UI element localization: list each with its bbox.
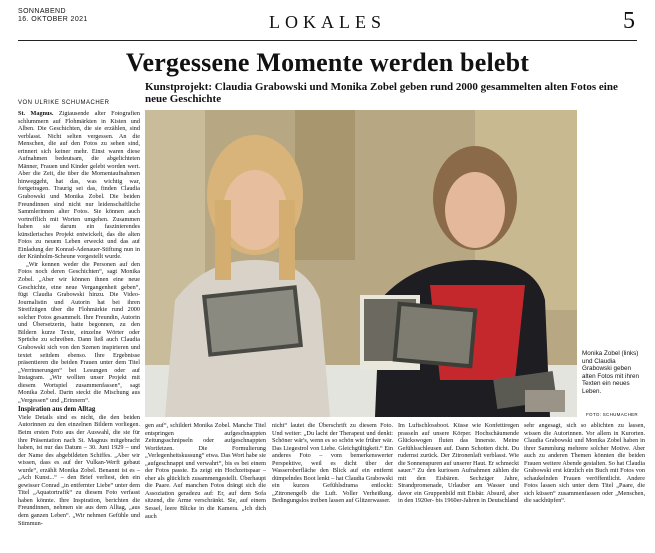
article-column-1 — [18, 110, 140, 527]
article-column-5: sehr angesagt, sich so ablichten zu lassen, wissen die Autorinnen. Vor allem in Kurorten. Claudia Grabowski und Monika Zobel haben in ihrer Sammlung mehrere solcher Motive. Aber auch zu anderen Themen könnten die beiden Frauen weitere Abende gestalten. So hat Claudia Grabowski erst kürzlich ein Buch mit Fotos von schaukelnden Frauen veröffentlicht. Andere Fotos lassen sich unter dem Titel „Paare, die sich küssen“ zusammenfassen oder „Menschen, die sackhüpfen“. — [524, 422, 645, 505]
paragraph-2: „Wir kennen weder die Personen auf den Fotos noch deren Geschichten“, sagt Monika Zobel. „Aber wir können ihnen eine neue Geschichte, eine neue Vergangenheit geben“, fügt Claudia Grabowski hinzu. Die Video-Journalistin und Autorin hat bei ihren Streifzügen über die Flohmärkte rund 2000 solcher Fotos gesammelt. Ihre Freundin, Autorin und Übersetzerin, hatte begonnen, zu den Bildern kurze Texte, einzelne Wörter oder Sprüche zu schreiben. Dann ließ auch Claudia Grabowski sich von den Szenen inspirieren und textet seitdem ebenso. Ihre Ergebnisse präsentieren die beiden Frauen unter dem Titel „Verrinnerungen“ bei Lesungen oder auf Instagram. „Wir wollten unser Projekt mit diesem Wortspiel zusammenfassen“, sagt Monika Zobel. Darin steckt die Mischung aus „Vergessen“ und „Erinnern“. — [18, 260, 140, 404]
article-column-3: nicht“ lautet die Überschrift zu diesem Foto. Und weiter: „Du lacht der Therapeut und denkt: Schöner wär's, wenn es so schön wie früher wär. Das Liegestrol von Liebe. Gleichgültigkeit.“ Ein anderes Foto – vom bemerkenswerter Perspektive, weil es dicht über der Wasseroberfläche den Blick auf ein entfernt dümpelndes Boot lenkt – hat Claudia Grabowski ein kurzes Gefühlsdrama entlockt: „Zitronengelb die Luft. Voller Verheißung. Bedingungslos treiben lassen auf Glitzerwasser. — [272, 422, 393, 505]
photo-illustration — [145, 110, 577, 417]
photo-credit: FOTO: SCHUMACHER — [586, 412, 638, 417]
byline: VON ULRIKE SCHUMACHER — [18, 100, 110, 106]
date: 16. OKTOBER 2021 — [18, 16, 88, 23]
page-number: 5 — [623, 8, 635, 34]
intertitle: Inspiration aus dem Alltag — [18, 406, 96, 414]
weekday: SONNABEND — [18, 8, 66, 15]
paragraph-1: Zigtausende alter Fotografien schlummern auf Flohmärkten in Kisten und Alben. Die Geschichten, die sie erzählen, sind verblasst. Nicht selten vergessen. An die Menschen, die auf den Fotos zu sehen sind, erinnert sich keiner mehr. Einst waren diese Aufnahmen bedeutsam, die abgelichteten Männer, Frauen und Kinder gelebt worden wert. Aber die Zeit, die über die Momentaufnahmen hinweggeht, hat das, was wichtig war, fortgetragen. Traurig sei das, finden Claudia Grabowski und Monika Zobel. Die beiden Freundinnen sind nicht nur leidenschaftliche Sammlerinnen alter Fotos. Sie können auch vortrefflich mit Worten umgehen. Zusammen haben sie darum ein faszinierendes künstlerisches Projekt entwickelt, das die alten Fotos zu neuem Leben erweckt und das auf Einladung der Konrad-Adenauer-Stiftung nun in der Kränholm-Scheune vorgestellt wurde. — [18, 110, 140, 261]
photo-caption: Monika Zobel (links) und Claudia Grabowski geben alten Fotos mit ihren Texten ein neues Leben. — [582, 350, 640, 395]
header-rule — [18, 40, 637, 41]
article-column-4: Im Luftschlossboot. Küsse wie Konfettiregen prasseln auf unsere Körper. Hochschäumende Glückswogen fluten das Innerste. Meine Gefühlsschleusen auf. Dann Schotten dicht. Du rudernst zurück. Der Zitronenlaft verblasst. Wie die Sonnenspuren auf unserer Haut. Er schmeckt sauer.“ Zu den kuriosen Aufnahmen zählen die mit den Eisbären. Sechziger Jahre, Strandpromenade, Urlauber am Wasser und davor ein Gruppenbild mit Eisbär. Absurd, aber in den 1920er- bis 1960er-Jahren in Deutschland — [398, 422, 519, 505]
headline: Vergessene Momente werden belebt — [125, 48, 530, 77]
section-title: LOKALES — [269, 12, 386, 32]
article-column-2: gen auf“, schildert Monika Zobel. Manche Titel entspringen aufgeschnappten Zeitungsschnipseln oder aufgeschnappten Wortfetzen. Die Formulierung „Verlegenheitskussung“ etwa. Das Wort habe sie „aufgeschnappt und verwahrt“, bis es bei einem der Fotos passte. Es zeigt ein Hochzeitspaar – eher als glücklich zusammengestellt. Überhaupt die Paare. Auf manchen Fotos drängt sich die Assoziation geradezu auf: Er, auf dem Sofa sitzend, die Arme verschränkt. Sie, auf einem Sessel, leere Blicke in die Kamera. „Ich dich auch — [145, 422, 266, 520]
dateline: St. Magnus. — [18, 110, 54, 117]
paragraph-3: Viele Details sind es nicht, die den beiden Autorinnen zu den einzelnen Bildern vorliegen. Beim ersten Foto aus der Auswahl, die sie für ihre Präsentation nach St. Magnus mitgebracht haben, ist nur das Datum – 30. Juni 1929 – und der Name des abgebildeten Schiffes. „Aber wir wissen, dass es auf der Vulkan-Werft gebaut wurde“, erzählt Monika Zobel. Benannt ist es – „Ach Kunst...“ – den Brief verliest, den ein gewisser Conrad „in entfernter Liebe“ unter dem Titel „Aquatortrafik“ zu diesem Foto verfasst haben könnte. Ihre Inspiration, berichten die Freundinnen, nehmen sie aus dem Alltag, „aus dem ganzen Leben“. „Wir nehmen Gefühle und Stimmun- — [18, 413, 140, 527]
article-photo — [145, 110, 577, 417]
subheadline: Kunstprojekt: Claudia Grabowski und Monika Zobel geben rund 2000 gesammelten alten Fotos eine neue Geschichte — [145, 81, 618, 105]
